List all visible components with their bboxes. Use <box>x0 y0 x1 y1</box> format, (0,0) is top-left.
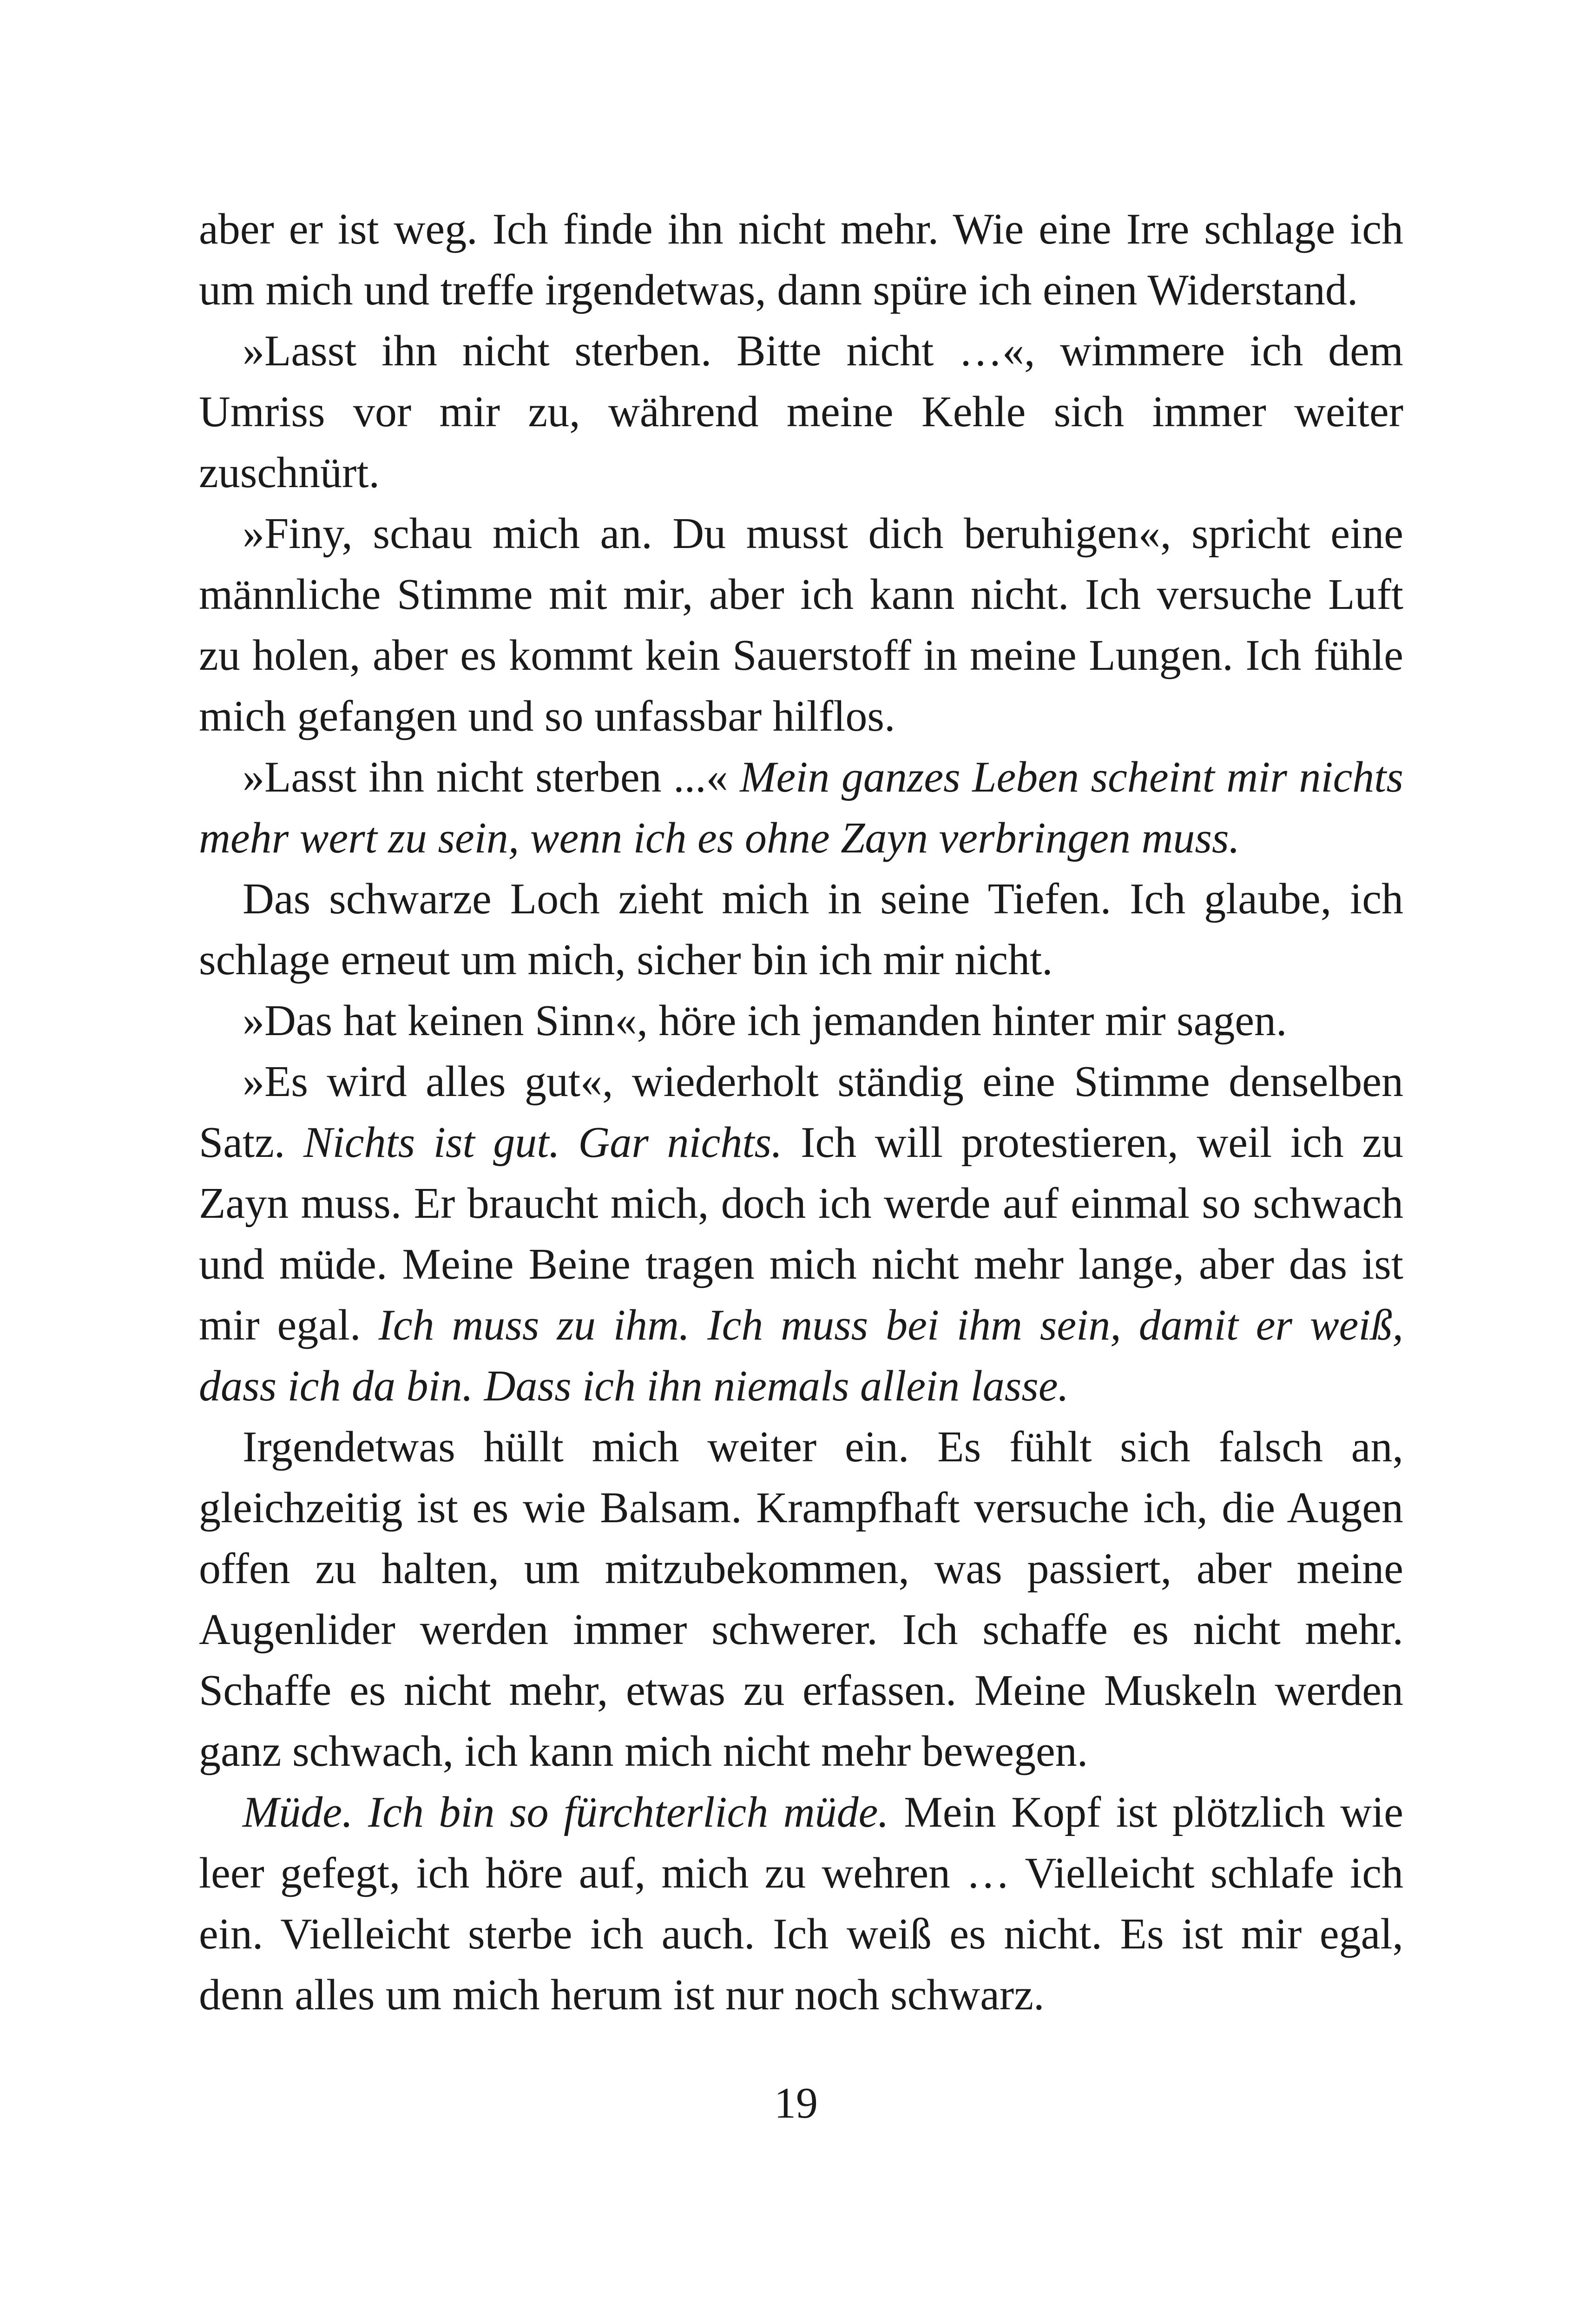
text-run: Ich will protestieren, weil ich zu Zayn muss. Er braucht mich, doch ich werde auf einmal so schwach und müde. Meine Beine tragen mich nicht mehr lange, aber das ist mir egal. <box>199 1118 1403 1349</box>
paragraph-6 <box>199 990 1403 1051</box>
body-text <box>199 199 1403 2026</box>
italic-text-run: Ich muss zu ihm. Ich muss bei ihm sein, damit er weiß, dass ich da bin. Dass ich ihn niemals allein lasse. <box>199 1301 1403 1410</box>
paragraph-7 <box>199 1051 1403 1417</box>
text-run: »Finy, schau mich an. Du musst dich beruhigen«, spricht eine männliche Stimme mit mir, aber ich kann nicht. Ich versuche Luft zu holen, aber es kommt kein Sauerstoff in meine Lungen. Ich fühle mich gefangen und so unfassbar hilflos. <box>199 509 1403 740</box>
text-run: Mein Kopf ist plötzlich wie leer gefegt, ich höre auf, mich zu wehren … Vielleicht schlafe ich ein. Vielleicht sterbe ich auch. Ich weiß es nicht. Es ist mir egal, denn alles um mich herum ist nur noch schwarz. <box>199 1788 1403 2019</box>
page-number: 19 <box>774 2079 818 2127</box>
italic-text-run: Müde. Ich bin so fürchterlich müde. <box>243 1788 889 1836</box>
text-run: »Es wird alles gut«, wiederholt ständig eine Stimme denselben Satz. <box>199 1057 1403 1167</box>
paragraph-3 <box>199 503 1403 747</box>
text-run: »Das hat keinen Sinn«, höre ich jemanden hinter mir sagen. <box>243 997 1287 1045</box>
text-run: »Lasst ihn nicht sterben ...« <box>243 753 740 801</box>
italic-text-run: Nichts ist gut. Gar nichts. <box>303 1118 783 1167</box>
paragraph-4 <box>199 747 1403 869</box>
text-run: Das schwarze Loch zieht mich in seine Tiefen. Ich glaube, ich schlage erneut um mich, sicher bin ich mir nicht. <box>199 875 1403 984</box>
paragraph-9 <box>199 1782 1403 2026</box>
text-run: aber er ist weg. Ich finde ihn nicht mehr. Wie eine Irre schlage ich um mich und treffe irgendetwas, dann spüre ich einen Widerstand. <box>199 205 1403 314</box>
paragraph-1 <box>199 199 1403 321</box>
italic-text-run: Mein ganzes Leben scheint mir nichts mehr wert zu sein, wenn ich es ohne Zayn verbringen muss. <box>199 753 1403 862</box>
text-run: Irgendetwas hüllt mich weiter ein. Es fühlt sich falsch an, gleichzeitig ist es wie Balsam. Krampfhaft versuche ich, die Augen offen zu halten, um mitzubekommen, was passiert, aber meine Augenlider werden immer schwerer. Ich schaffe es nicht mehr. Schaffe es nicht mehr, etwas zu erfassen. Meine Muskeln werden ganz schwach, ich kann mich nicht mehr bewegen. <box>199 1423 1403 1776</box>
paragraph-8 <box>199 1417 1403 1782</box>
text-run: »Lasst ihn nicht sterben. Bitte nicht …«, wimmere ich dem Umriss vor mir zu, während meine Kehle sich immer weiter zuschnürt. <box>199 327 1403 497</box>
paragraph-2 <box>199 321 1403 503</box>
paragraph-5 <box>199 869 1403 990</box>
